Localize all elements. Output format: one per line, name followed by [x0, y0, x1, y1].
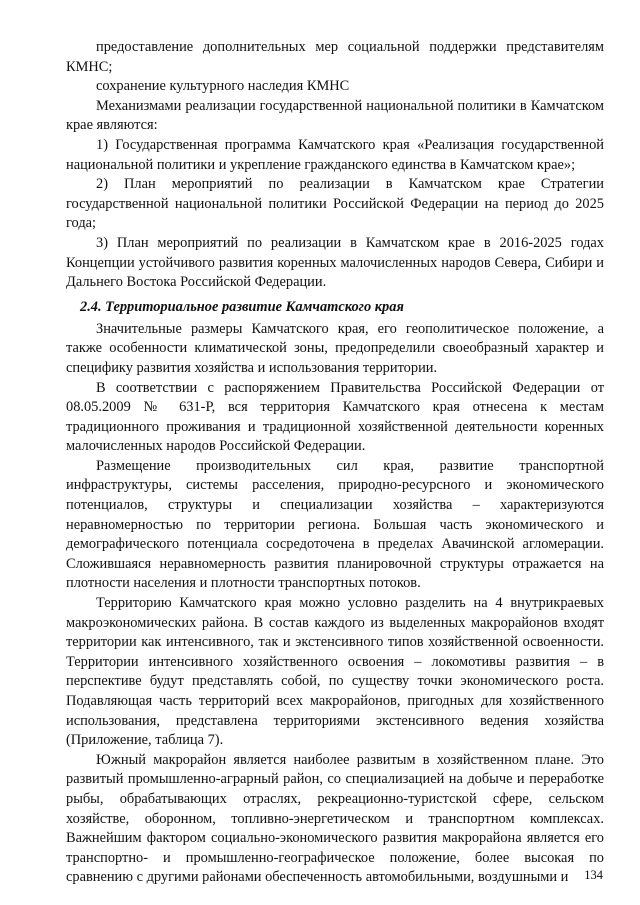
paragraph: Южный макрорайон является наиболее развитым в хозяйственном плане. Это развитый промышленно-аграрный район, со специализацией на добыче и переработке рыбы, обрабатывающих отраслях, рекреационно-туристской сфере, сельском хозяйстве, оборонном, топливно-энергетическом и транспортном комплексах. Важнейшим фактором социально-экономического развития макрорайона является его транспортно- и промышленно-географическое положение, более высокая по сравнению с другими районами обеспеченность автомобильными, воздушными и — [66, 751, 604, 886]
paragraph: предоставление дополнительных мер социальной поддержки представителям КМНС; — [66, 39, 604, 75]
paragraph: Размещение производительных сил края, развитие транспортной инфраструктуры, системы расселения, природно-ресурсного и экономического потенциалов, структуры и специализации хозяйства – характеризуются неравномерностью по территории региона. Большая часть экономического и демографического потенциала сосредоточена в пределах Авачинской агломерации. Сложившаяся неравномерность развития планировочной структуры отражается на плотности населения и плотности транспортных потоков. — [66, 457, 604, 592]
list-item-paragraph: 2) План мероприятий по реализации в Камчатском крае Стратегии государственной национальной политики Российской Федерации на период до 2025 года; — [66, 176, 604, 232]
paragraph: Территорию Камчатского края можно условно разделить на 4 внутрикраевых макроэкономических района. В состав каждого из выделенных макрорайонов входят территории как интенсивного, так и экстенсивного типов хозяйственной освоенности. Территории интенсивного хозяйственного освоения – локомотивы развития – в перспективе будут представлять собой, по существу точки экономического роста. Подавляющая часть территорий всех макрорайонов, пригодных для хозяйственного использования, представлена территориями экстенсивного ведения хозяйства (Приложение, таблица 7). — [66, 595, 604, 749]
list-item-paragraph: 3) План мероприятий по реализации в Камчатском крае в 2016-2025 годах Концепции устойчивого развития коренных малочисленных народов Севера, Сибири и Дальнего Востока Российской Федерации. — [66, 234, 604, 291]
paragraph: Механизмами реализации государственной национальной политики в Камчатском крае являются: — [66, 97, 604, 134]
list-item-paragraph: 1) Государственная программа Камчатского края «Реализация государственной национальной политики и укрепление гражданского единства в Камчатском крае»; — [66, 136, 604, 173]
paragraph: сохранение культурного наследия КМНС — [96, 78, 350, 95]
paragraph: В соответствии с распоряжением Правительства Российской Федерации от 08.05.2009 № 631-Р, вся территория Камчатского края отнесена к местам традиционного проживания и традиционной хозяйственной деятельности коренных малочисленных народов Российской Федерации. — [66, 379, 604, 455]
page-number: 134 — [584, 868, 603, 882]
paragraph: Значительные размеры Камчатского края, его геополитическое положение, а также особенности климатической зоны, предопределили своеобразный характер и специфику развития хозяйства и использования территории. — [66, 320, 604, 376]
section-heading: 2.4. Территориальное развитие Камчатского края — [80, 298, 404, 315]
